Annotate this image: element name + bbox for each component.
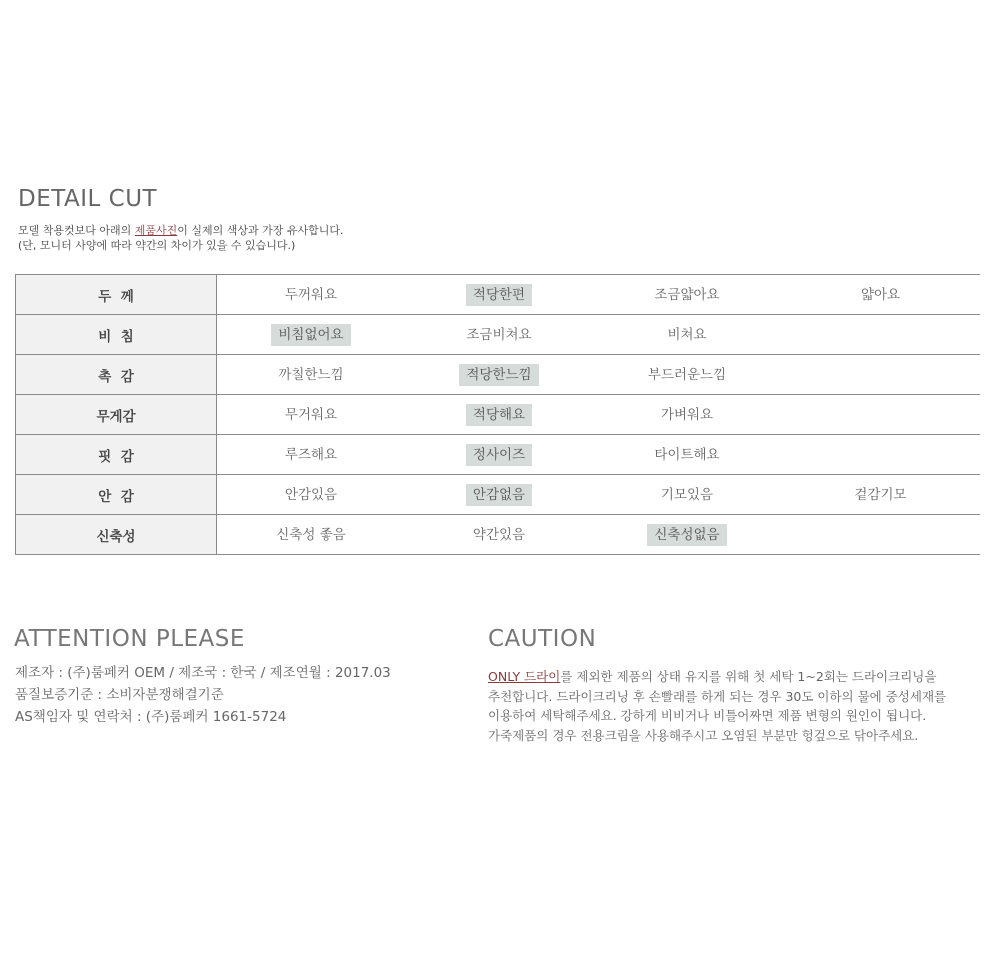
attribute-option: 신축성 좋음 — [276, 526, 346, 543]
attribute-label: 비 침 — [16, 315, 217, 355]
attribute-label: 안 감 — [16, 475, 217, 515]
detail-cut-title: DETAIL CUT — [18, 186, 158, 212]
caution-line: 추천합니다. 드라이크리닝 후 손빨래를 하게 되는 경우 30도 이하의 물에 중성세재를 — [488, 688, 947, 704]
attribute-label: 핏 감 — [16, 435, 217, 475]
attribute-option-cell — [405, 275, 593, 315]
product-attribute-table — [15, 274, 980, 555]
attribute-option-cell — [593, 355, 781, 395]
attribute-option-selected: 비침없어요 — [271, 324, 350, 346]
attribute-option: 무거워요 — [284, 406, 338, 423]
attribute-option-cell — [593, 515, 781, 555]
attribute-row — [16, 515, 981, 555]
attribute-option — [874, 453, 888, 459]
attribute-row — [16, 275, 981, 315]
attribute-option-selected: 적당한편 — [466, 284, 532, 306]
attribute-option-cell — [593, 315, 781, 355]
attribute-label: 촉 감 — [16, 355, 217, 395]
attribute-option — [874, 333, 888, 339]
attribute-option-cell — [217, 355, 406, 395]
attribute-option: 조금얇아요 — [654, 286, 720, 303]
attribute-option: 비쳐요 — [667, 326, 707, 343]
note-text: 모델 착용컷보다 아래의 — [18, 224, 135, 237]
attribute-option: 루즈해요 — [284, 446, 338, 463]
attribute-option-cell — [405, 435, 593, 475]
attribute-option: 겉감기모 — [854, 486, 907, 503]
caution-line — [488, 667, 958, 687]
attribute-option-selected: 정사이즈 — [466, 444, 532, 466]
attribute-label: 신축성 — [16, 515, 217, 555]
caution-line: 가죽제품의 경우 전용크림을 사용해주시고 오염된 부분만 헝겊으로 닦아주세요. — [488, 727, 919, 743]
attribute-option: 약간있음 — [472, 526, 526, 543]
attribute-option: 두꺼워요 — [284, 286, 338, 303]
attribute-option-cell — [781, 435, 980, 475]
attention-line: 제조자 : (주)룸페커 OEM / 제조국 : 한국 / 제조연월 : 2017.03 — [15, 665, 391, 681]
attribute-option-selected: 신축성없음 — [647, 524, 726, 546]
caution-title: CAUTION — [488, 626, 597, 652]
attribute-label: 두 께 — [16, 275, 217, 315]
attribute-option: 가벼워요 — [660, 406, 714, 423]
attribute-option-cell — [593, 475, 781, 515]
attribute-row — [16, 435, 981, 475]
attribute-option-cell — [781, 275, 980, 315]
attribute-option — [874, 413, 888, 419]
note-text: 이 실제의 색상과 가장 유사합니다. — [177, 224, 344, 237]
attention-title: ATTENTION PLEASE — [14, 626, 245, 652]
detail-cut-note — [18, 223, 344, 253]
attribute-option-cell — [593, 275, 781, 315]
attribute-option-cell — [593, 395, 781, 435]
attribute-option-cell — [405, 475, 593, 515]
attention-line: 품질보증기준 : 소비자분쟁해결기준 — [15, 687, 224, 703]
attribute-row — [16, 475, 981, 515]
attribute-option-cell — [405, 315, 593, 355]
attribute-option: 타이트해요 — [654, 446, 720, 463]
attention-info — [15, 662, 391, 728]
attribute-option-cell — [781, 515, 980, 555]
attribute-option-cell — [405, 395, 593, 435]
note-line-1 — [18, 223, 344, 238]
attribute-option — [874, 533, 888, 539]
attribute-row — [16, 395, 981, 435]
attribute-option-cell — [593, 435, 781, 475]
caution-text: 를 제외한 제품의 상태 유지를 위해 첫 세탁 1~2회는 드라이크리닝을 — [560, 669, 937, 684]
attribute-option: 안감있음 — [284, 486, 338, 503]
attribute-label: 무게감 — [16, 395, 217, 435]
attribute-option-cell — [217, 475, 406, 515]
attribute-option-selected: 안감없음 — [466, 484, 532, 506]
attribute-option-cell — [781, 315, 980, 355]
attribute-option-cell — [781, 355, 980, 395]
attribute-option-cell — [217, 515, 406, 555]
attribute-option: 기모있음 — [660, 486, 714, 503]
attribute-option-cell — [217, 275, 406, 315]
attribute-option: 부드러운느낌 — [647, 366, 727, 383]
attribute-option — [874, 373, 888, 379]
attribute-option: 얇아요 — [860, 286, 901, 303]
attribute-option-cell — [217, 395, 406, 435]
attribute-option-cell — [781, 395, 980, 435]
attribute-option-cell — [781, 475, 980, 515]
attribute-option-cell — [405, 515, 593, 555]
attribute-option-cell — [405, 355, 593, 395]
attribute-row — [16, 315, 981, 355]
attribute-option: 조금비쳐요 — [466, 326, 532, 343]
note-line-2: (단, 모니터 사양에 따라 약간의 차이가 있을 수 있습니다.) — [18, 239, 296, 252]
attribute-option: 까칠한느낌 — [278, 366, 344, 383]
attribute-option-cell — [217, 315, 406, 355]
caution-info — [488, 667, 958, 745]
attribute-row — [16, 355, 981, 395]
only-dry-highlight: ONLY 드라이 — [488, 669, 561, 684]
caution-line: 이용하여 세탁해주세요. 강하게 비비거나 비틀어짜면 제품 변형의 원인이 됩니다. — [488, 708, 927, 723]
attention-line: AS책임자 및 연락처 : (주)룸페커 1661-5724 — [15, 709, 287, 725]
attribute-option-selected: 적당해요 — [466, 404, 532, 426]
product-photo-highlight: 제품사진 — [134, 224, 178, 237]
attribute-option-selected: 적당한느낌 — [459, 364, 538, 386]
attribute-option-cell — [217, 435, 406, 475]
